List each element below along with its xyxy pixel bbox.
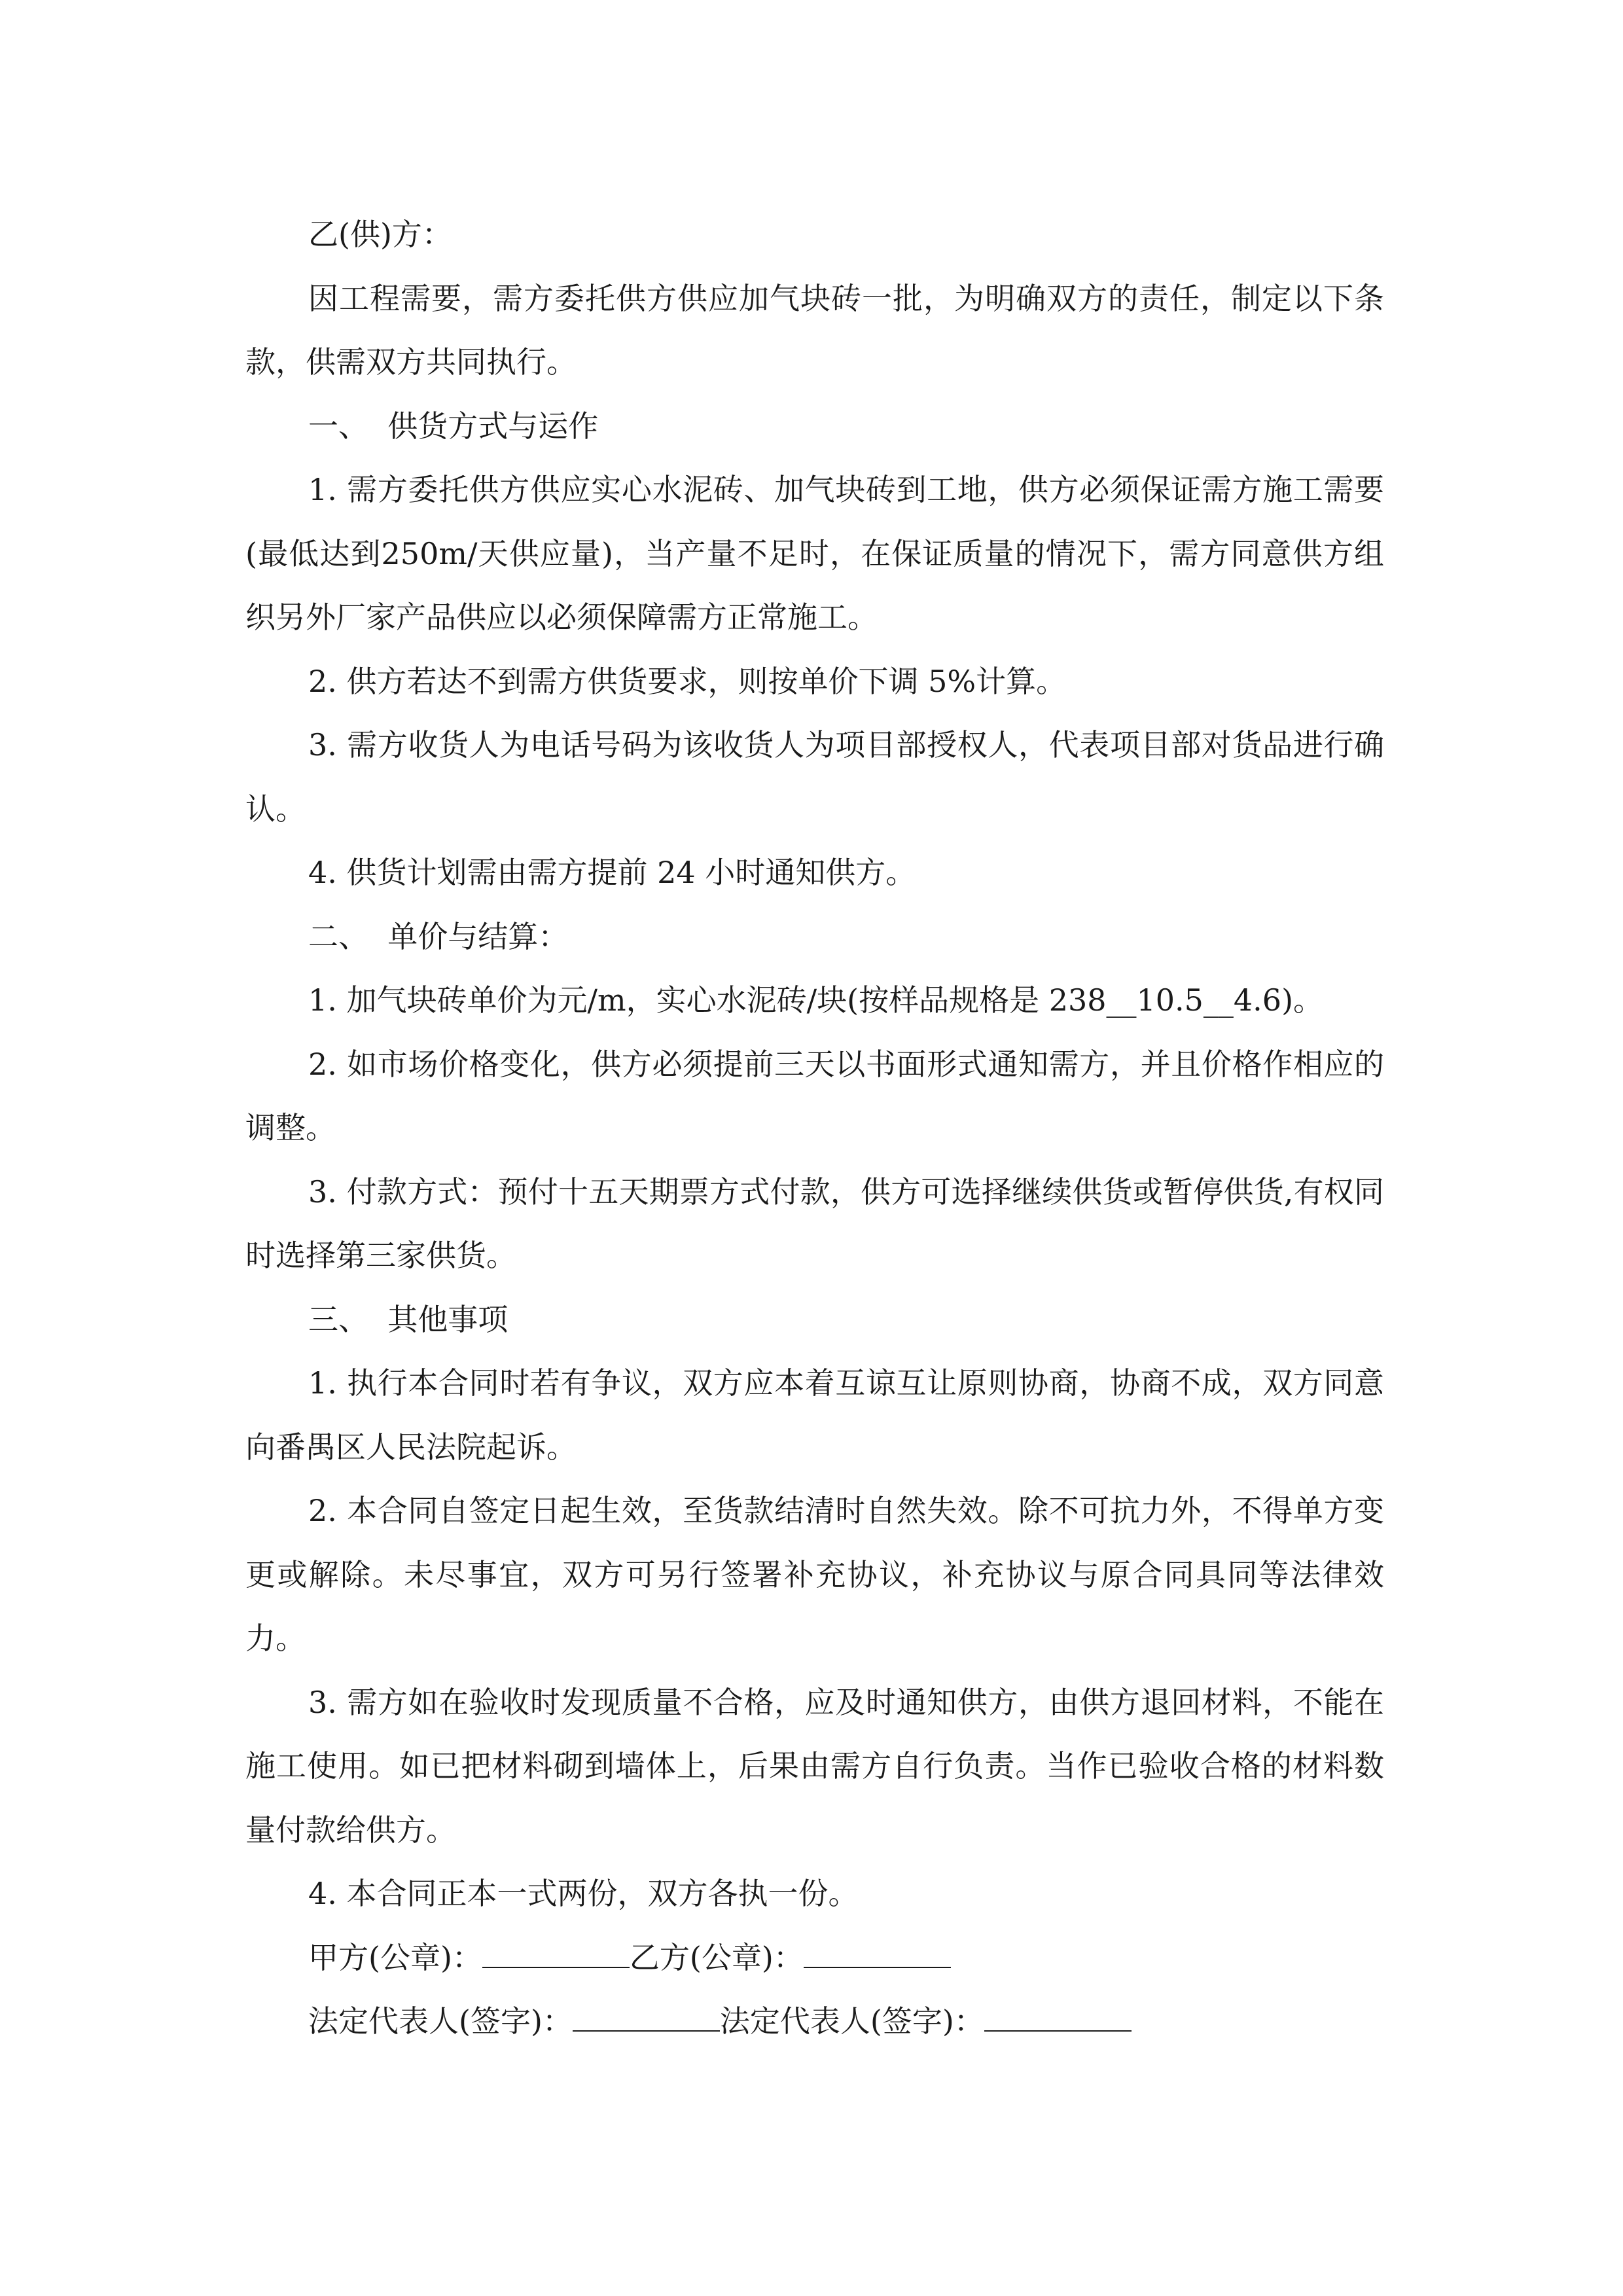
party-a-seal-blank — [482, 1941, 630, 1968]
rep-a-blank — [573, 2004, 720, 2032]
representative-signature-line — [245, 1990, 1384, 2054]
section-1-item-3: 3. 需方收货人为电话号码为该收货人为项目部授权人，代表项目部对货品进行确认。 — [245, 727, 1384, 827]
party-b-seal-label: 乙方(公章)： — [629, 1939, 804, 1975]
section-3-item-2: 2. 本合同自签定日起生效，至货款结清时自然失效。除不可抗力外，不得单方变更或解除。未尽事宜，双方可另行签署补充协议，补充协议与原合同具同等法律效力。 — [245, 1493, 1384, 1656]
section-1-heading: 一、 供货方式与运作 — [308, 408, 599, 444]
rep-b-blank — [984, 2004, 1132, 2032]
section-3-item-1: 1. 执行本合同时若有争议，双方应本着互谅互让原则协商，协商不成，双方同意向番禺区人民法院起诉。 — [245, 1365, 1384, 1465]
rep-b-label: 法定代表人(签字)： — [719, 2003, 984, 2039]
section-2-item-1: 1. 加气块砖单价为元/m，实心水泥砖/块(按样品规格是 238__10.5__4.6)。 — [308, 982, 1324, 1018]
section-3-item-4: 4. 本合同正本一式两份，双方各执一份。 — [308, 1876, 859, 1911]
contract-page — [245, 203, 1384, 2054]
party-b-seal-blank — [804, 1941, 951, 1968]
party-a-seal-label: 甲方(公章)： — [308, 1939, 482, 1975]
section-2-item-3: 3. 付款方式：预付十五天期票方式付款，供方可选择继续供货或暂停供货,有权同时选择第三家供货。 — [245, 1174, 1384, 1273]
section-3-item-3: 3. 需方如在验收时发现质量不合格，应及时通知供方，由供方退回材料，不能在施工使用。如已把材料砌到墙体上，后果由需方自行负责。当作已验收合格的材料数量付款给供方。 — [245, 1684, 1384, 1848]
rep-a-label: 法定代表人(签字)： — [308, 2003, 573, 2039]
intro-paragraph: 因工程需要，需方委托供方供应加气块砖一批，为明确双方的责任，制定以下条款，供需双方共同执行。 — [245, 280, 1384, 380]
party-b-label: 乙(供)方： — [308, 217, 452, 252]
section-1-item-1: 1. 需方委托供方供应实心水泥砖、加气块砖到工地，供方必须保证需方施工需要(最低达到250m/天供应量)，当产量不足时，在保证质量的情况下，需方同意供方组织另外厂家产品供应以必须保障需方正常施工。 — [245, 472, 1384, 635]
section-2-heading: 二、 单价与结算： — [308, 918, 569, 954]
section-3-heading: 三、 其他事项 — [308, 1301, 508, 1337]
seal-signature-line — [245, 1926, 1384, 1990]
section-1-item-2: 2. 供方若达不到需方供货要求，则按单价下调 5%计算。 — [308, 663, 1067, 699]
section-1-item-4: 4. 供货计划需由需方提前 24 小时通知供方。 — [308, 855, 916, 890]
section-2-item-2: 2. 如市场价格变化，供方必须提前三天以书面形式通知需方，并且价格作相应的调整。 — [245, 1046, 1384, 1145]
